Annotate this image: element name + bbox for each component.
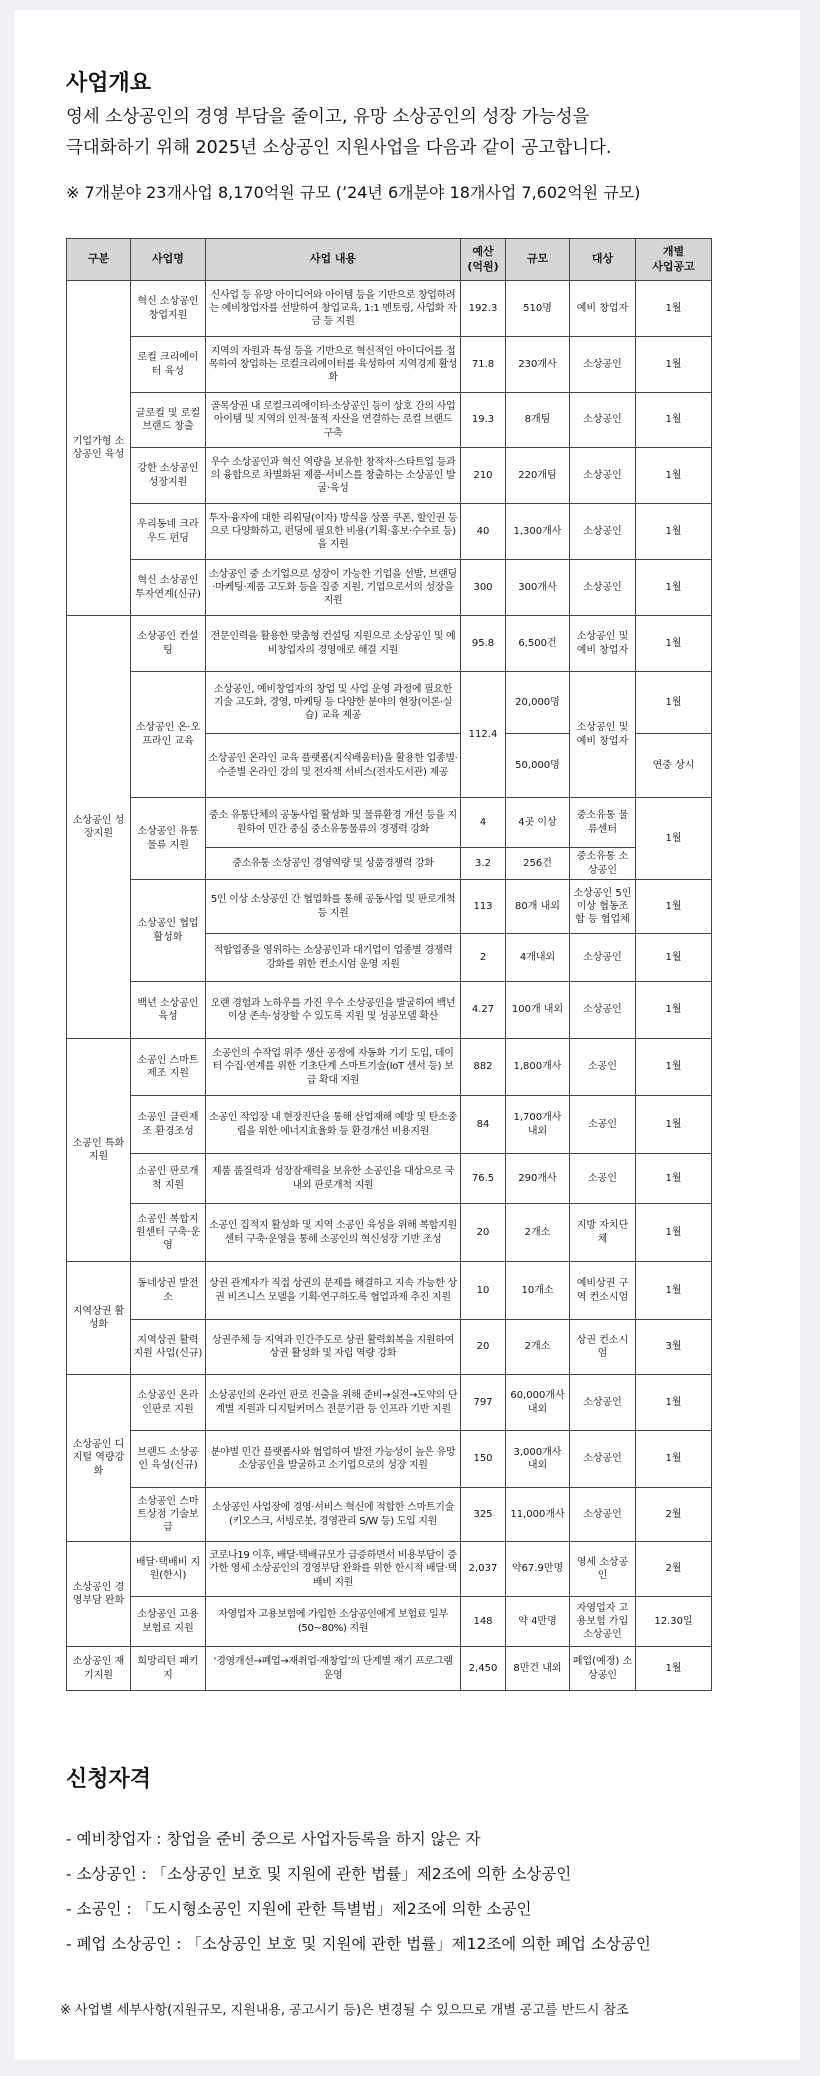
eligibility-title: 신청자격 [66, 1767, 152, 1792]
target-cell: 소상공인 [570, 337, 636, 393]
target-cell: 소공인 [570, 1096, 636, 1154]
content-cell: 투자·융자에 대한 리워딩(이자) 방식을 상품 쿠폰, 할인권 등으로 다양화하고, 펀딩에 필요한 비용(기획·홍보·수수료 등)을 지원 [206, 504, 461, 560]
scale-cell: 290개사 [506, 1154, 570, 1204]
table-row [67, 1204, 712, 1262]
scale-cell: 약67.9만명 [506, 1542, 570, 1597]
budget-cell: 150 [461, 1431, 506, 1488]
scale-cell: 510명 [506, 281, 570, 337]
target-cell: 지방 자치단체 [570, 1204, 636, 1262]
name-cell: 소상공인 온라인판로 지원 [131, 1375, 206, 1431]
table-row [67, 337, 712, 393]
scale-cell: 50,000명 [506, 734, 570, 798]
notice-cell: 1월 [636, 1647, 712, 1691]
target-cell: 소상공인 [570, 1431, 636, 1488]
table-row [67, 1542, 712, 1597]
content-cell: 상권주체 등 지역과 민간주도로 상권 활력회복을 지원하여 상권 활성화 및 자립 역량 강화 [206, 1320, 461, 1375]
table-row [67, 1488, 712, 1542]
table-row [67, 504, 712, 560]
table-row [67, 393, 712, 448]
notice-cell: 1월 [636, 1096, 712, 1154]
category-cell: 소상공인 디지털 역량강화 [67, 1375, 131, 1542]
content-cell: 골목상권 내 로컬크리에이터·소상공인 등이 상호 간의 사업 아이템 및 지역의 인적·물적 자산을 연결하는 로컬 브랜드 구축 [206, 393, 461, 448]
table-row [67, 1320, 712, 1375]
category-cell: 소상공인 재기지원 [67, 1647, 131, 1691]
table-row [67, 1375, 712, 1431]
scale-cell: 230개사 [506, 337, 570, 393]
name-cell: 소상공인 스마트상점 기술보급 [131, 1488, 206, 1542]
scale-cell: 2개소 [506, 1320, 570, 1375]
target-cell: 소상공인 [570, 1375, 636, 1431]
content-cell: 코로나19 이후, 배달·택배규모가 급증하면서 비용부담이 증가한 영세 소상공인의 경영부담 완화를 위한 한시적 배달·택배비 지원 [206, 1542, 461, 1597]
name-cell: 혁신 소상공인 투자연계(신규) [131, 560, 206, 616]
notice-cell: 1월 [636, 1375, 712, 1431]
budget-cell: 192.3 [461, 281, 506, 337]
eligibility-list [66, 1822, 766, 1962]
table-row [67, 281, 712, 337]
budget-cell: 19.3 [461, 393, 506, 448]
notice-cell: 1월 [636, 934, 712, 982]
table-row [67, 448, 712, 504]
name-cell: 강한 소상공인 성장지원 [131, 448, 206, 504]
table-row [67, 1096, 712, 1154]
notice-cell: 1월 [636, 798, 712, 880]
target-cell: 소상공인 5인 이상 협동조합 등 협업체 [570, 880, 636, 934]
budget-cell: 84 [461, 1096, 506, 1154]
name-cell: 혁신 소상공인 창업지원 [131, 281, 206, 337]
intro-line-1: 영세 소상공인의 경영 부담을 줄이고, 유망 소상공인의 성장 가능성을 [66, 107, 590, 127]
notice-cell: 1월 [636, 1154, 712, 1204]
name-cell: 브랜드 소상공인 육성(신규) [131, 1431, 206, 1488]
name-cell: 소상공인 고용보험료 지원 [131, 1597, 206, 1647]
target-cell: 예비 창업자 [570, 281, 636, 337]
notice-cell: 2월 [636, 1542, 712, 1597]
budget-cell: 2 [461, 934, 506, 982]
scale-cell: 300개사 [506, 560, 570, 616]
target-cell: 폐업(예정) 소상공인 [570, 1647, 636, 1691]
name-cell: 글로컬 및 로컬브랜드 창출 [131, 393, 206, 448]
target-cell: 소상공인 및 예비 창업자 [570, 616, 636, 672]
scale-cell: 약 4만명 [506, 1597, 570, 1647]
target-cell: 소상공인 [570, 1488, 636, 1542]
category-cell: 기업가형 소상공인 육성 [67, 281, 131, 616]
notice-cell: 1월 [636, 393, 712, 448]
name-cell: 소상공인 유통물류 지원 [131, 798, 206, 880]
scale-cell: 256건 [506, 848, 570, 880]
notice-cell: 2월 [636, 1488, 712, 1542]
notice-cell: 12.30일 [636, 1597, 712, 1647]
scale-cell: 2개소 [506, 1204, 570, 1262]
table-row [67, 1154, 712, 1204]
notice-cell: 1월 [636, 1204, 712, 1262]
name-cell: 소공인 복합지원센터 구축·운영 [131, 1204, 206, 1262]
notice-cell: 1월 [636, 504, 712, 560]
list-item: - 소공인 : 「도시형소공인 지원에 관한 특별법」제2조에 의한 소공인 [66, 1900, 532, 1918]
category-cell: 소공인 특화지원 [67, 1039, 131, 1262]
category-cell: 지역상권 활성화 [67, 1262, 131, 1375]
table-header-row [67, 239, 712, 281]
content-cell: 분야별 민간 플랫폼사와 협업하여 발전 가능성이 높은 유망 소상공인을 발굴하고 소기업으로의 성장 지원 [206, 1431, 461, 1488]
notice-cell: 1월 [636, 1262, 712, 1320]
header-content: 사업 내용 [206, 239, 461, 281]
budget-cell: 2,450 [461, 1647, 506, 1691]
category-cell: 소상공인 경영부담 완화 [67, 1542, 131, 1647]
scale-cell: 3,000개사 내외 [506, 1431, 570, 1488]
scale-cell: 8만건 내외 [506, 1647, 570, 1691]
category-cell: 소상공인 성장지원 [67, 616, 131, 1039]
name-cell: 소공인 클린제조 환경조성 [131, 1096, 206, 1154]
content-cell: 오랜 경험과 노하우를 가진 우수 소상공인을 발굴하여 백년이상 존속·성장할 수 있도록 지원 및 성공모델 확산 [206, 982, 461, 1039]
budget-cell: 210 [461, 448, 506, 504]
content-cell: 중소유통 소상공인 경영역량 및 상품경쟁력 강화 [206, 848, 461, 880]
scale-cell: 8개팀 [506, 393, 570, 448]
name-cell: 로컬 크리에이터 육성 [131, 337, 206, 393]
scale-cell: 100개 내외 [506, 982, 570, 1039]
table-row [67, 1039, 712, 1096]
content-cell: 자영업자 고용보험에 가입한 소상공인에게 보험료 일부(50~80%) 지원 [206, 1597, 461, 1647]
notice-cell: 1월 [636, 560, 712, 616]
scale-cell: 220개팀 [506, 448, 570, 504]
content-cell: 제품 품질력과 성장잠재력을 보유한 소공인을 대상으로 국내외 판로개척 지원 [206, 1154, 461, 1204]
scale-cell: 6,500건 [506, 616, 570, 672]
content-cell: 5인 이상 소상공인 간 협업화를 통해 공동사업 및 판로개척 등 지원 [206, 880, 461, 934]
header-notice: 개별 사업공고 [636, 239, 712, 281]
budget-cell: 112.4 [461, 672, 506, 798]
name-cell: 소공인 스마트제조 지원 [131, 1039, 206, 1096]
overview-title: 사업개요 [66, 71, 152, 96]
budget-cell: 71.8 [461, 337, 506, 393]
target-cell: 소상공인 [570, 504, 636, 560]
table-row [67, 1647, 712, 1691]
notice-cell: 1월 [636, 616, 712, 672]
scale-cell: 60,000개사 내외 [506, 1375, 570, 1431]
content-cell: 전문인력을 활용한 맞춤형 컨설팅 지원으로 소상공인 및 예비창업자의 경영애로 해결 지원 [206, 616, 461, 672]
content-cell: 소상공인 사업장에 경영·서비스 혁신에 적합한 스마트기술(키오스크, 서빙로봇, 경영관리 S/W 등) 도입 지원 [206, 1488, 461, 1542]
content-cell: 신사업 등 유망 아이디어와 아이템 등을 기반으로 창업하려는 예비창업자를 선발하여 창업교육, 1:1 멘토링, 사업화 자금 등 지원 [206, 281, 461, 337]
scale-cell: 11,000개사 [506, 1488, 570, 1542]
scale-cell: 1,300개사 [506, 504, 570, 560]
table-row [67, 1262, 712, 1320]
budget-cell: 148 [461, 1597, 506, 1647]
table-row [67, 1431, 712, 1488]
target-cell: 자영업자 고용보험 가입 소상공인 [570, 1597, 636, 1647]
list-item: - 소상공인 : 「소상공인 보호 및 지원에 관한 법률」제2조에 의한 소상공인 [66, 1865, 572, 1883]
table-row [67, 798, 712, 848]
notice-cell: 3월 [636, 1320, 712, 1375]
scale-cell: 10개소 [506, 1262, 570, 1320]
content-cell: 우수 소상공인과 혁신 역량을 보유한 창작자·스타트업 등과의 융합으로 차별화된 제품·서비스를 창출하는 소상공인 발굴·육성 [206, 448, 461, 504]
budget-cell: 325 [461, 1488, 506, 1542]
budget-cell: 2,037 [461, 1542, 506, 1597]
table-row [67, 560, 712, 616]
budget-cell: 95.8 [461, 616, 506, 672]
budget-cell: 40 [461, 504, 506, 560]
target-cell: 소상공인 [570, 934, 636, 982]
name-cell: 우리동네 크라우드 펀딩 [131, 504, 206, 560]
notice-cell: 1월 [636, 337, 712, 393]
content-cell: 소상공인의 온라인 판로 진출을 위해 준비→실전→도약의 단계별 지원과 디지털커머스 전문기관 등 인프라 기반 지원 [206, 1375, 461, 1431]
content-cell: 소상공인, 예비창업자의 창업 및 사업 운영 과정에 필요한 기술 고도화, 경영, 마케팅 등 다양한 분야의 현장(이론·실습) 교육 제공 [206, 672, 461, 734]
notice-cell: 1월 [636, 448, 712, 504]
target-cell: 소상공인 [570, 560, 636, 616]
list-item: - 폐업 소상공인 : 「소상공인 보호 및 지원에 관한 법률」제12조에 의한 폐업 소상공인 [66, 1935, 651, 1953]
content-cell: ‘경영개선→폐업→재취업·재창업’의 단계별 재기 프로그램 운영 [206, 1647, 461, 1691]
notice-cell: 1월 [636, 1039, 712, 1096]
target-cell: 소공인 [570, 1154, 636, 1204]
target-cell: 소상공인 [570, 448, 636, 504]
target-cell: 소상공인 [570, 982, 636, 1039]
name-cell: 소상공인 컨설팅 [131, 616, 206, 672]
scale-cell: 4개내외 [506, 934, 570, 982]
content-cell: 상권 관계자가 직접 상권의 문제를 해결하고 지속 가능한 상권 비즈니스 모델을 기획·연구하도록 협업과제 추진 지원 [206, 1262, 461, 1320]
content-cell: 소공인 작업장 내 현장진단을 통해 산업재해 예방 및 탄소중립을 위한 에너지효율화 등 환경개선 비용지원 [206, 1096, 461, 1154]
footnote: ※ 사업별 세부사항(지원규모, 지원내용, 공고시기 등)은 변경될 수 있으므로 개별 공고를 반드시 참조 [60, 2003, 629, 2018]
notice-cell: 1월 [636, 1431, 712, 1488]
scale-cell: 80개 내외 [506, 880, 570, 934]
business-table [66, 238, 712, 1691]
content-cell: 소공인 집적지 활성화 및 지역 소공인 육성을 위해 복합지원센터 구축·운영을 통해 소공인의 혁신성장 기반 조성 [206, 1204, 461, 1262]
target-cell: 중소유통 물류센터 [570, 798, 636, 848]
header-target: 대상 [570, 239, 636, 281]
scale-note: ※ 7개분야 23개사업 8,170억원 규모 (’24년 6개분야 18개사업 7,602억원 규모) [66, 183, 641, 202]
table-row [67, 880, 712, 934]
notice-cell: 1월 [636, 281, 712, 337]
content-cell: 적합업종을 영위하는 소상공인과 대기업이 업종별 경쟁력 강화를 위한 컨소시엄 운영 지원 [206, 934, 461, 982]
intro-line-2: 극대화하기 위해 2025년 소상공인 지원사업을 다음과 같이 공고합니다. [66, 138, 612, 158]
budget-cell: 20 [461, 1320, 506, 1375]
header-budget: 예산 (억원) [461, 239, 506, 281]
target-cell: 상권 컨소시엄 [570, 1320, 636, 1375]
list-item: - 예비창업자 : 창업을 준비 중으로 사업자등록을 하지 않은 자 [66, 1830, 481, 1848]
budget-cell: 113 [461, 880, 506, 934]
budget-cell: 797 [461, 1375, 506, 1431]
target-cell: 중소유통 소상공인 [570, 848, 636, 880]
content-cell: 지역의 자원과 특성 등을 기반으로 혁신적인 아이디어를 접목하여 창업하는 로컬크리에이터를 육성하여 지역경제 활성화 [206, 337, 461, 393]
notice-cell: 1월 [636, 880, 712, 934]
budget-cell: 10 [461, 1262, 506, 1320]
budget-cell: 20 [461, 1204, 506, 1262]
target-cell: 소상공인 및 예비 창업자 [570, 672, 636, 798]
name-cell: 소공인 판로개척 지원 [131, 1154, 206, 1204]
table-row [67, 672, 712, 734]
name-cell: 동네상권 발전소 [131, 1262, 206, 1320]
table-row [67, 616, 712, 672]
target-cell: 영세 소상공인 [570, 1542, 636, 1597]
scale-cell: 1,800개사 [506, 1039, 570, 1096]
table-row [67, 982, 712, 1039]
budget-cell: 300 [461, 560, 506, 616]
notice-cell: 1월 [636, 672, 712, 734]
content-cell: 소상공인 중 소기업으로 성장이 가능한 기업을 선발, 브랜딩·마케팅·제품 고도화 등을 집중 지원, 기업으로서의 성장을 지원 [206, 560, 461, 616]
budget-cell: 882 [461, 1039, 506, 1096]
budget-cell: 76.5 [461, 1154, 506, 1204]
name-cell: 소상공인 협업활성화 [131, 880, 206, 982]
name-cell: 지역상권 활력지원 사업(신규) [131, 1320, 206, 1375]
scale-cell: 20,000명 [506, 672, 570, 734]
header-name: 사업명 [131, 239, 206, 281]
target-cell: 소상공인 [570, 393, 636, 448]
name-cell: 소상공인 온·오프라인 교육 [131, 672, 206, 798]
overview-intro [66, 102, 746, 164]
scale-cell: 1,700개사 내외 [506, 1096, 570, 1154]
notice-cell: 1월 [636, 982, 712, 1039]
target-cell: 소공인 [570, 1039, 636, 1096]
name-cell: 배달·택배비 지원(한시) [131, 1542, 206, 1597]
content-cell: 소공인의 수작업 위주 생산 공정에 자동화 기기 도입, 데이터 수집·연계를 위한 기초단계 스마트기술(IoT 센서 등) 보급 확대 지원 [206, 1039, 461, 1096]
table-row [67, 1597, 712, 1647]
header-category: 구분 [67, 239, 131, 281]
budget-cell: 4.27 [461, 982, 506, 1039]
content-cell: 중소 유통단체의 공동사업 활성화 및 물류환경 개선 등을 지원하여 민간 중심 중소유통물류의 경쟁력 강화 [206, 798, 461, 848]
budget-cell: 3.2 [461, 848, 506, 880]
name-cell: 백년 소상공인 육성 [131, 982, 206, 1039]
budget-cell: 4 [461, 798, 506, 848]
notice-cell: 연중 상시 [636, 734, 712, 798]
target-cell: 예비상권 구역 컨소시엄 [570, 1262, 636, 1320]
scale-cell: 4곳 이상 [506, 798, 570, 848]
name-cell: 희망리턴 패키지 [131, 1647, 206, 1691]
header-scale: 규모 [506, 239, 570, 281]
content-cell: 소상공인 온라인 교육 플랫폼(지식배움터)을 활용한 업종별·수준별 온라인 강의 및 전자책 서비스(전자도서관) 제공 [206, 734, 461, 798]
